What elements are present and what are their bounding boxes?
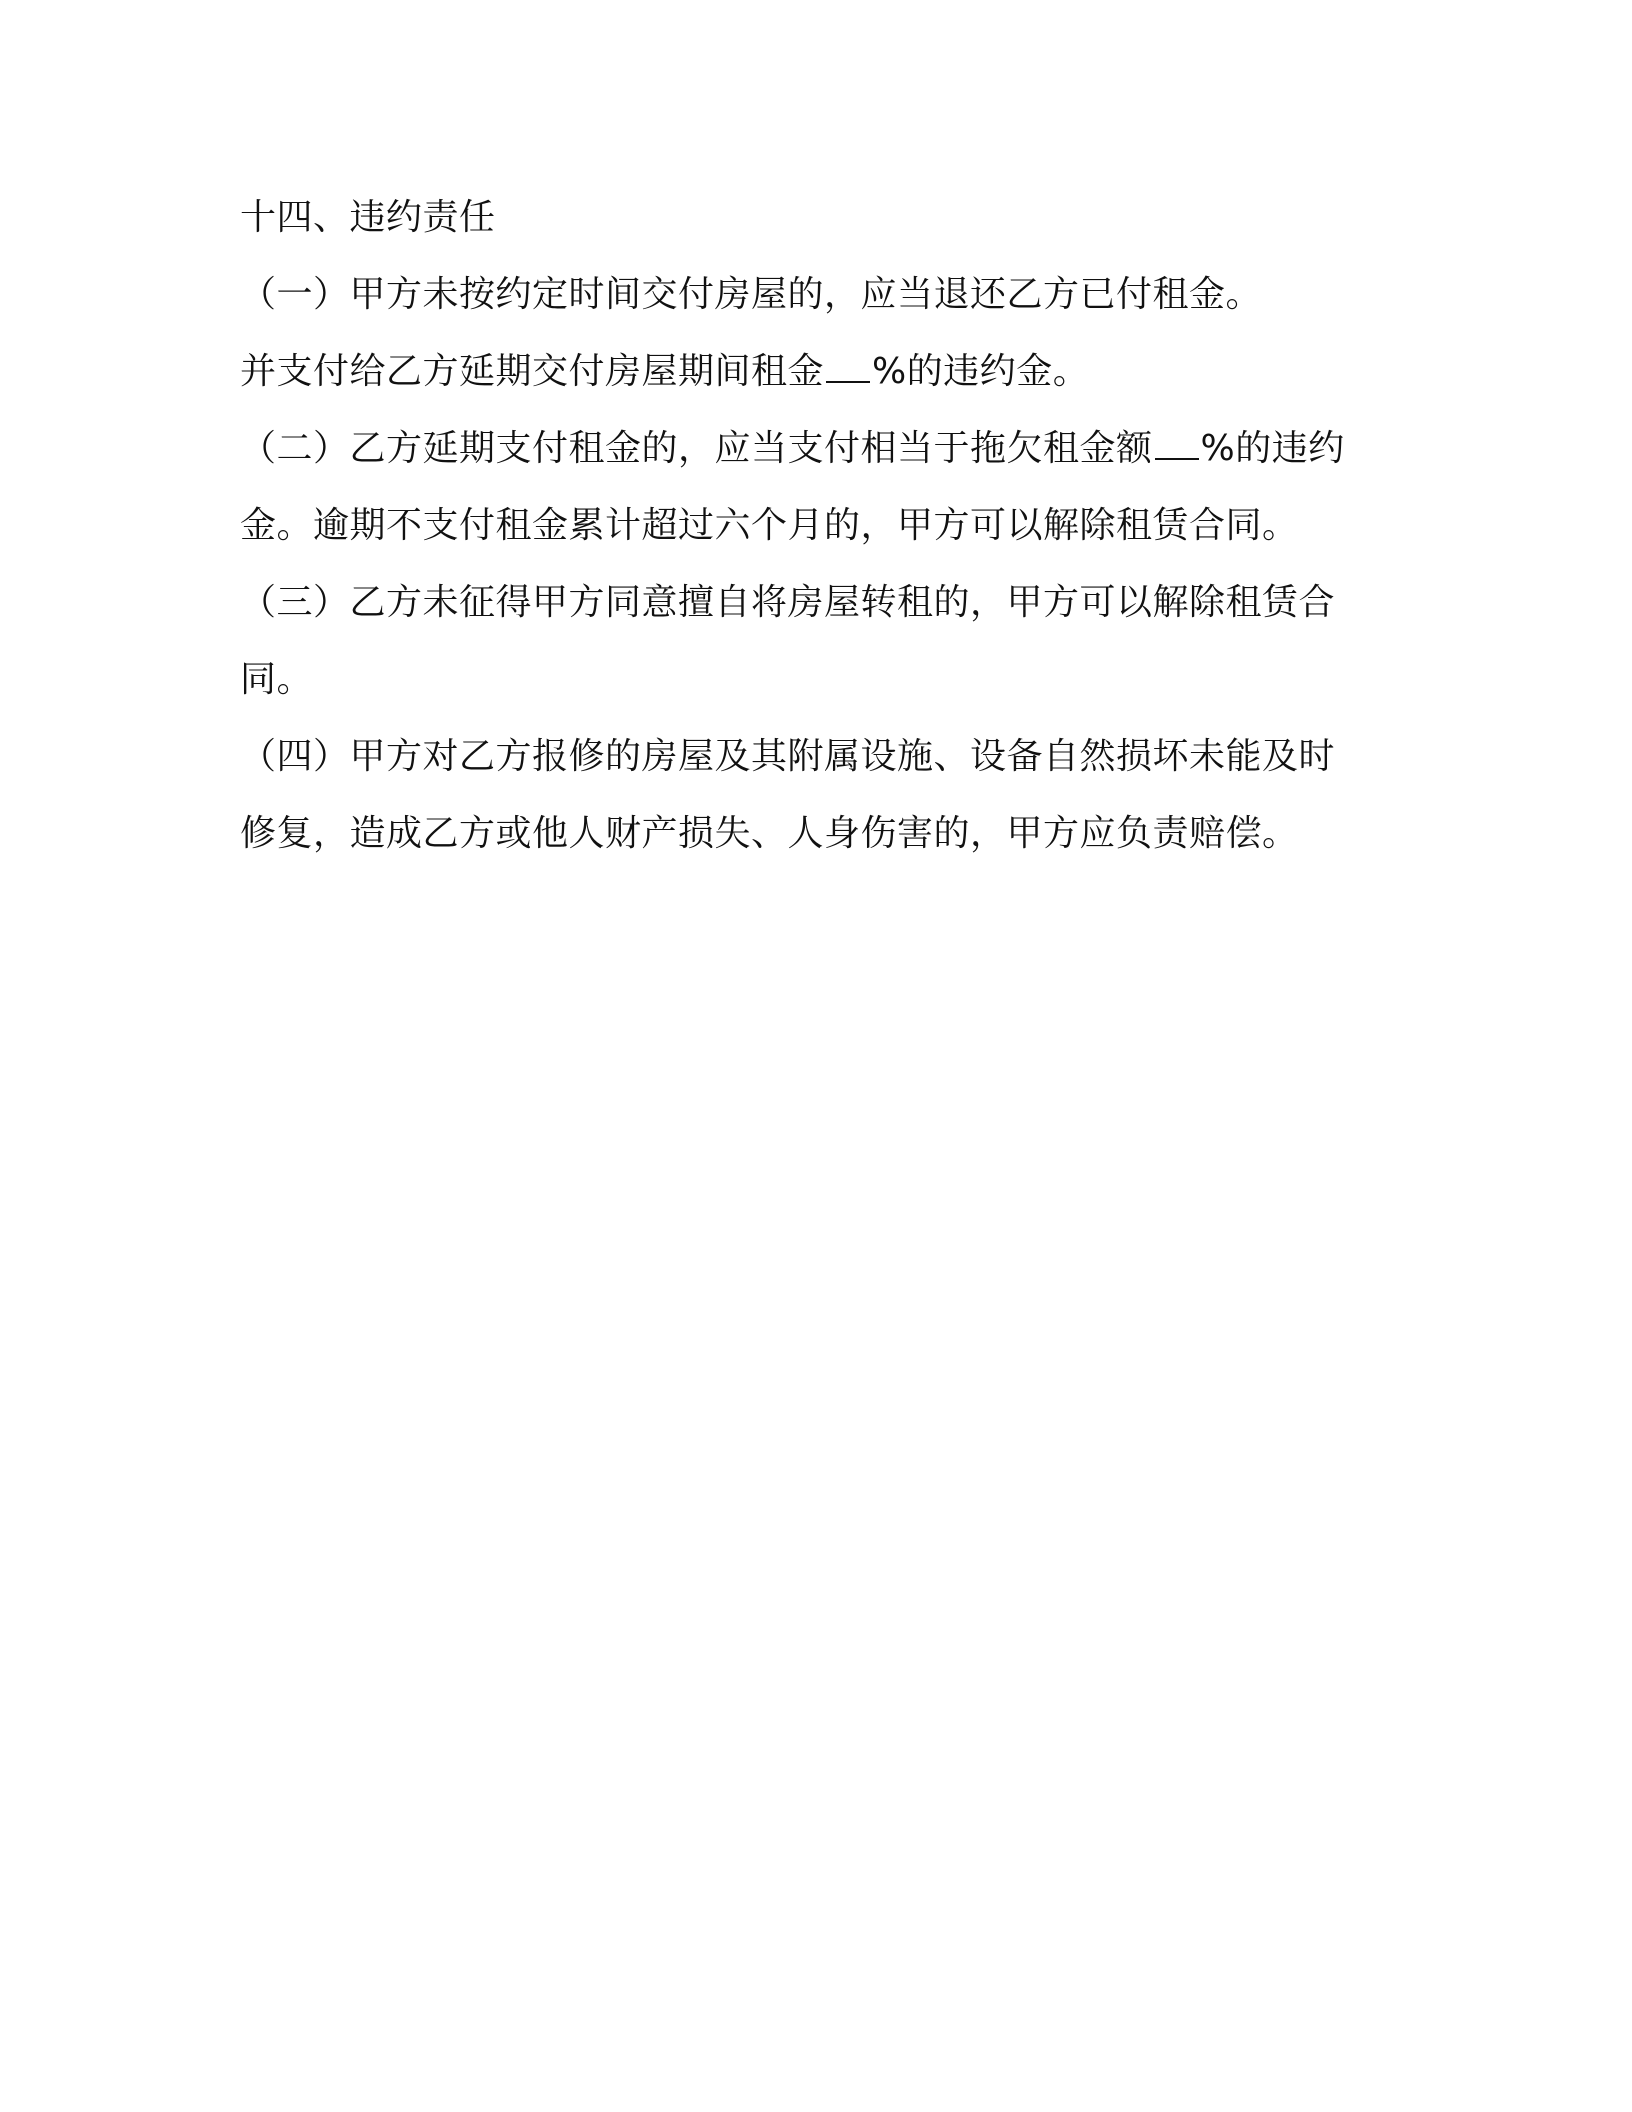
clause-1-text-before-blank: 并支付给乙方延期交付房屋期间租金: [240, 351, 825, 392]
clause-3-line-2: 同。: [240, 659, 314, 700]
clause-2-line-2: 金。逾期不支付租金累计超过六个月的，甲方可以解除租赁合同。: [240, 505, 1299, 546]
blank-underline: [1155, 422, 1199, 460]
clause-2-text-after-blank: %的违约: [1200, 428, 1345, 469]
clause-4-line-1: （四）甲方对乙方报修的房屋及其附属设施、设备自然损坏未能及时: [240, 736, 1336, 777]
clause-1-line-1: （一）甲方未按约定时间交付房屋的，应当退还乙方已付租金。: [240, 274, 1263, 315]
clause-2-line-1: [240, 421, 1360, 498]
blank-underline: [826, 345, 870, 383]
clause-1-line-2: [240, 344, 1360, 421]
clause-2-text-before-blank: （二）乙方延期支付租金的，应当支付相当于拖欠租金额: [240, 428, 1153, 469]
clause-3-line-1: （三）乙方未征得甲方同意擅自将房屋转租的，甲方可以解除租赁合: [240, 582, 1336, 623]
clause-4-line-2: 修复，造成乙方或他人财产损失、人身伤害的，甲方应负责赔偿。: [240, 813, 1299, 854]
section-heading: 十四、违约责任: [240, 197, 496, 238]
clause-1-text-after-blank: %的违约金。: [872, 351, 1090, 392]
contract-section: [240, 190, 1360, 883]
